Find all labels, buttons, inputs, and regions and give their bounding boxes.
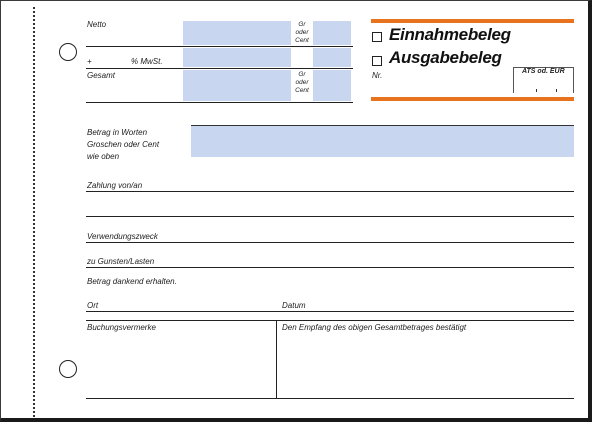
perforation-line (33, 7, 35, 417)
verwendung-label: Verwendungszweck (87, 232, 158, 241)
gesamt-cent-field[interactable] (313, 70, 351, 101)
zahlung-line-2[interactable] (86, 216, 574, 217)
gunsten-line[interactable] (86, 267, 574, 268)
verwendung-line[interactable] (86, 242, 574, 243)
dankend-label: Betrag dankend erhalten. (87, 277, 177, 286)
netto-line (86, 46, 353, 47)
ausgabe-title: Ausgabebeleg (389, 48, 502, 67)
ort-label: Ort (87, 301, 99, 310)
einnahme-checkbox[interactable] (372, 32, 382, 42)
bottom-section-top-line (86, 320, 574, 321)
datum-label: Datum (282, 301, 306, 310)
gunsten-label: zu Gunsten/Lasten (87, 257, 155, 266)
plus-label: + (87, 57, 92, 66)
gesamt-line (86, 102, 353, 103)
currency-label: ATS od. EUR (522, 68, 565, 75)
gesamt-unit-label: Gr oder Cent (295, 71, 309, 94)
nr-label: Nr. (372, 71, 383, 80)
bottom-section-divider (276, 320, 277, 398)
punch-hole-bottom (59, 360, 77, 378)
empfang-label: Den Empfang des obigen Gesamtbetrages bestätigt (282, 323, 467, 332)
title-bottom-bar (371, 97, 574, 101)
betrag-worte-label: Betrag in Worten Groschen oder Cent wie oben (87, 128, 160, 161)
bottom-section-bottom-line (86, 398, 574, 399)
title-top-bar (371, 19, 574, 23)
buchung-label: Buchungsvermerke (87, 323, 156, 332)
mwst-line (86, 68, 353, 69)
gesamt-label: Gesamt (87, 71, 116, 80)
mwst-cent-field[interactable] (313, 48, 351, 67)
ort-datum-line[interactable] (86, 311, 574, 312)
einnahme-title: Einnahmebeleg (389, 25, 511, 44)
betrag-worte-field[interactable] (191, 125, 574, 157)
mwst-amount-field[interactable] (183, 48, 291, 67)
netto-amount-field[interactable] (183, 21, 291, 45)
netto-unit-label: Gr oder Cent (295, 21, 309, 44)
netto-cent-field[interactable] (313, 21, 351, 45)
netto-label: Netto (87, 20, 107, 29)
ausgabe-checkbox[interactable] (372, 56, 382, 66)
zahlung-line[interactable] (86, 191, 574, 192)
currency-tick (556, 89, 557, 92)
gesamt-amount-field[interactable] (183, 70, 291, 101)
currency-tick (536, 89, 537, 92)
punch-hole-top (59, 43, 77, 61)
mwst-label: % MwSt. (131, 57, 163, 66)
zahlung-label: Zahlung von/an (87, 181, 143, 190)
